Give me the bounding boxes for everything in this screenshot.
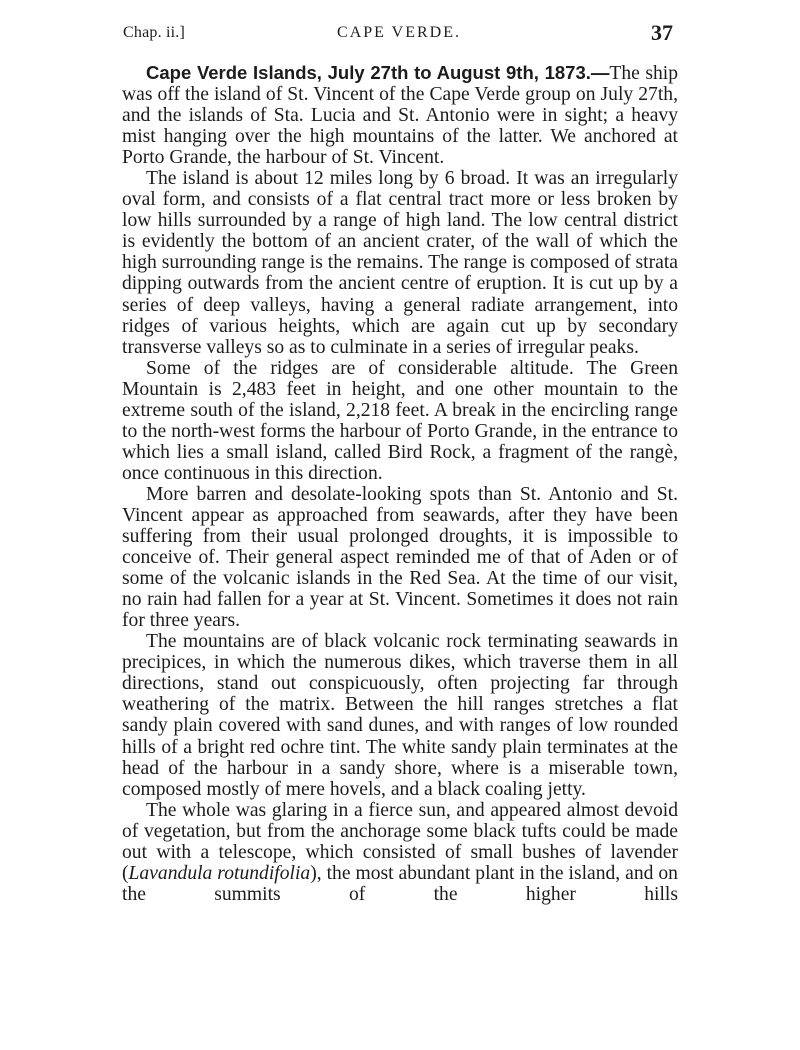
paragraph-5: The mountains are of black volcanic rock terminating seawards in precipices, in which the numerous dikes, which traverse them in all directions, stand out conspicuously, often projecting far through weathering of the matrix. Between the hill ranges stretches a flat sandy plain covered with sand dunes, and with ranges of low rounded hills of a bright red ochre tint. The white sandy plain terminates at the head of the harbour in a sandy shore, where is a miserable town, composed mostly of mere hovels, and a black coaling jetty. — [122, 631, 678, 800]
paragraph-3: Some of the ridges are of considerable altitude. The Green Mountain is 2,483 feet in height, and one other mountain to the extreme south of the island, 2,218 feet. A break in the encircling range to the north-west forms the harbour of Porto Grande, in the entrance to which lies a small island, called Bird Rock, a fragment of the rangè, once continuous in this direction. — [122, 357, 678, 484]
paragraph-6-text-a: The whole was glaring in a fierce sun, and appeared almost devoid of vegetation, but from the anchorage some black tufts could be made out with a telescope, which consisted of small bushes of lavender ( — [122, 799, 678, 884]
body-text — [122, 62, 678, 905]
running-title: CAPE VERDE. — [337, 24, 461, 41]
species-name: Lavandula rotundifolia — [128, 862, 311, 884]
paragraph-1 — [122, 62, 678, 168]
paragraph-4: More barren and desolate-looking spots than St. Antonio and St. Vincent appear as approached from seawards, after they have been suffering from their usual prolonged droughts, it is impossible to conceive of. Their general aspect reminded me of that of Aden or of some of the volcanic islands in the Red Sea. At the time of our visit, no rain had fallen for a year at St. Vincent. Sometimes it does not rain for three years. — [122, 483, 678, 632]
chapter-label: Chap. ii.] — [123, 24, 185, 41]
paragraph-1-text: The ship was off the island of St. Vincent of the Cape Verde group on July 27th, and the islands of Sta. Lucia and St. Antonio were in sight; a heavy mist hanging over the high mountains of the latter. We anchored at Porto Grande, the harbour of St. Vincent. — [122, 63, 678, 169]
paragraph-2: The island is about 12 miles long by 6 broad. It was an irregularly oval form, and consists of a flat central tract more or less broken by low hills surrounded by a range of high land. The low central district is evidently the bottom of an ancient crater, of the wall of which the high surrounding range is the remains. The range is composed of strata dipping outwards from the ancient centre of eruption. It is cut up by a series of deep valleys, having a general radiate arrangement, into ridges of various heights, which are again cut up by secondary transverse valleys so as to culminate in a series of irregular peaks. — [122, 168, 678, 358]
paragraph-6 — [122, 800, 678, 905]
page-number: 37 — [651, 20, 673, 45]
page-header — [123, 20, 675, 54]
section-heading: Cape Verde Islands, July 27th to August 9th, 1873.— — [146, 62, 610, 83]
paragraph-6-text-b: ), the most abundant plant in the island, and on the summits of the higher hills — [122, 862, 678, 905]
